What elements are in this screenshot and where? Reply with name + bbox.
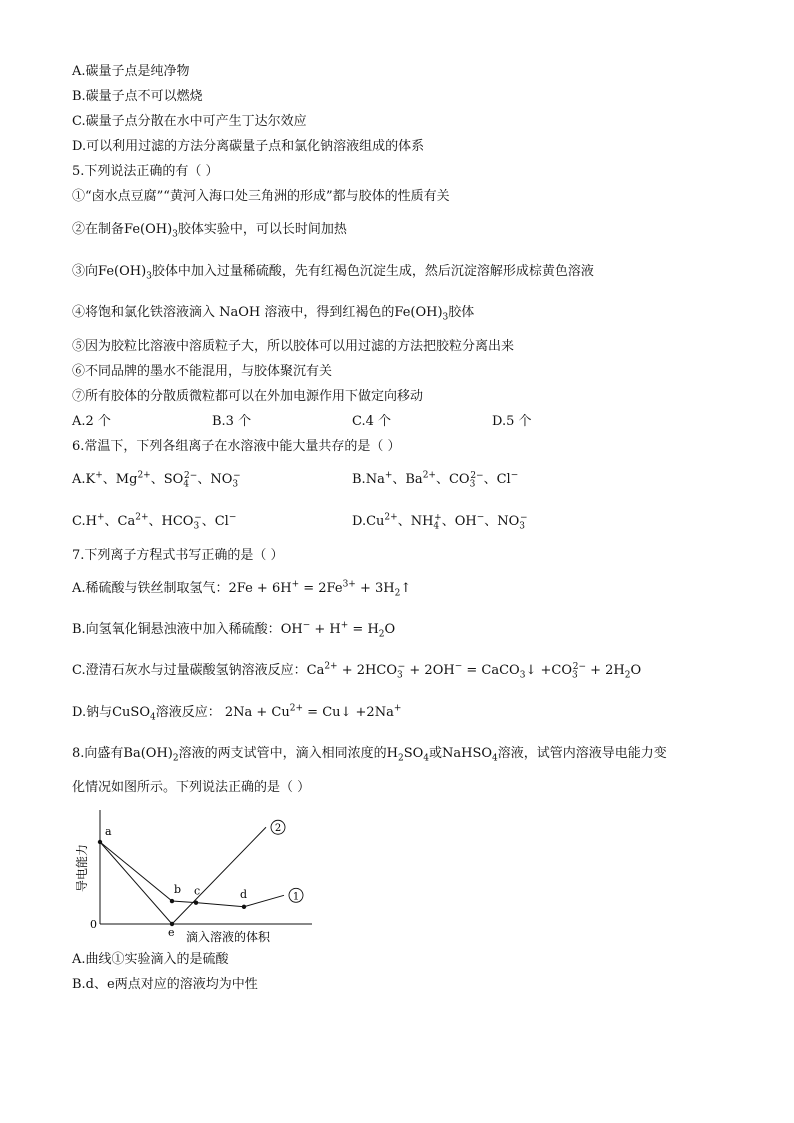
point-label-d: d [240, 887, 248, 901]
point-label-e: e [168, 926, 175, 939]
series-name-2: 2 [274, 823, 282, 835]
nahso4-formula: NaHSO$_4$ [442, 746, 498, 764]
data-point-d [242, 905, 246, 909]
q5-s3-post: 胶体中加入过量稀硫酸，先有红褐色沉淀生成，然后沉淀溶解形成棕黄色溶液 [151, 264, 594, 279]
q7-option-b [72, 620, 395, 640]
q5-statement-3 [72, 262, 594, 282]
q4-option-a: A.碳量子点是纯净物 [72, 64, 190, 79]
q5-statement-2 [72, 220, 347, 240]
q5-stem: 5.下列说法正确的有（ ） [72, 164, 219, 179]
baoh2-formula: $Ba(OH)_2$ [123, 746, 179, 764]
feoh3-formula: $Fe(OH)_3$ [394, 305, 449, 323]
point-label-a: a [105, 825, 112, 838]
q7-option-a [72, 579, 411, 599]
q5-s3-pre: ③向 [72, 264, 99, 279]
q8-option-b: B.d、e两点对应的溶液均为中性 [72, 977, 258, 992]
q4-option-b: B.碳量子点不可以燃烧 [72, 89, 203, 104]
q8-option-a: A.曲线①实验滴入的是硫酸 [72, 952, 229, 967]
q7-option-c [72, 661, 641, 681]
q7-option-d [72, 703, 401, 723]
conductivity-chart [72, 806, 312, 946]
q7-d-post: 溶液反应： [155, 705, 221, 720]
origin-label: 0 [90, 918, 97, 931]
q6-option-c: C.H+、$Ca^{2+}$、$HCO_3^-$、Cl− [72, 512, 237, 532]
q7-d-pre: D.钠与 [72, 705, 113, 720]
q5-option-d: D.5 个 [492, 414, 532, 429]
q7-b-equation: $OH^- + H^+ = H_2O$ [280, 620, 396, 640]
q5-statement-6: ⑥不同品牌的墨水不能混用，与胶体聚沉有关 [72, 364, 333, 379]
x-axis-label: 滴入溶液的体积 [186, 930, 271, 944]
q6-d-label: D. [352, 514, 367, 529]
q8-stem-d: 溶液，试管内溶液导电能力变 [497, 746, 667, 761]
series-line-1 [100, 842, 284, 907]
feoh3-formula: $Fe(OH)_3$ [98, 264, 152, 282]
q5-option-a: A.2 个 [72, 414, 111, 429]
q6-a-label: A. [72, 472, 86, 487]
q7-c-equation: $Ca^{2+} + 2HCO_3^- + 2OH^-$ = CaCO$_3$↓ $+CO_3^{2-} + 2H_2O$ [306, 661, 642, 681]
q8-stem-line2: 化情况如图所示。下列说法正确的是（ ） [72, 780, 311, 795]
q5-s4-pre: ④将饱和氯化铁溶液滴入 NaOH 溶液中，得到红褐色的 [72, 305, 395, 320]
q5-s2-post: 胶体实验中，可以长时间加热 [177, 222, 347, 237]
q7-stem: 7.下列离子方程式书写正确的是（ ） [72, 548, 284, 563]
q5-option-b: B.3 个 [212, 414, 252, 429]
q5-statement-1: ①“卤水点豆腐”“黄河入海口处三角洲的形成”都与胶体的性质有关 [72, 189, 450, 204]
point-label-c: c [194, 884, 201, 898]
series-line-2 [100, 827, 266, 924]
q6-option-b: B.Na+、$Ba^{2+}$、$CO_3^{2-}$、Cl− [352, 470, 519, 490]
q7-a-text: A.稀硫酸与铁丝制取氢气： [72, 581, 229, 596]
y-axis-label: 导电能力 [75, 843, 89, 893]
q5-option-c: C.4 个 [352, 414, 392, 429]
q5-s2-pre: ②在制备 [72, 222, 125, 237]
q7-a-equation: $2Fe + 6H^+ = 2Fe^{3+}$ + $3H_2↑$ [228, 579, 412, 599]
point-label-b: b [174, 883, 182, 897]
feoh3-formula: $Fe(OH)_3$ [124, 222, 178, 240]
q8-stem-c: 或 [429, 746, 443, 761]
q6-option-d: $D.Cu^{2+}$、$NH_4^+$、OH−、$NO_3^-$ [352, 512, 528, 532]
q6-stem: 6.常温下，下列各组离子在水溶液中能大量共存的是（ ） [72, 439, 401, 454]
q5-s4-post: 胶体 [448, 305, 475, 320]
q5-statement-5: ⑤因为胶粒比溶液中溶质粒子大，所以胶体可以用过滤的方法把胶粒分离出来 [72, 339, 515, 354]
q6-option-a: A.K+、$Mg^{2+}$、$SO_4^{2-}$、$NO_3^-$ [72, 470, 241, 490]
q4-option-c: C.碳量子点分散在水中可产生丁达尔效应 [72, 114, 307, 129]
q8-stem [72, 744, 667, 764]
q8-stem-a: 8.向盛有 [72, 746, 124, 761]
q5-statement-7: ⑦所有胶体的分散质微粒都可以在外加电源作用下做定向移动 [72, 389, 424, 404]
h2so4-formula: $H_2SO_4$ [386, 746, 429, 764]
data-point-b [170, 899, 174, 903]
q7-c-text: C.澄清石灰水与过量碳酸氢钠溶液反应： [72, 663, 307, 678]
q4-option-d: D.可以利用过滤的方法分离碳量子点和氯化钠溶液组成的体系 [72, 139, 425, 154]
q7-d-equation: $2Na + Cu^{2+}$ = Cu↓ +2Na+ [224, 703, 402, 720]
cuso4-formula: CuSO$_4$ [112, 705, 156, 723]
q6-b-label: B. [352, 472, 366, 487]
series-name-1: 1 [292, 891, 300, 903]
q6-c-label: C. [72, 514, 86, 529]
q5-statement-4 [72, 303, 474, 323]
q7-b-text: B.向氢氧化铜悬浊液中加入稀硫酸： [72, 622, 281, 637]
q8-stem-b: 溶液的两支试管中，滴入相同浓度的 [178, 746, 387, 761]
